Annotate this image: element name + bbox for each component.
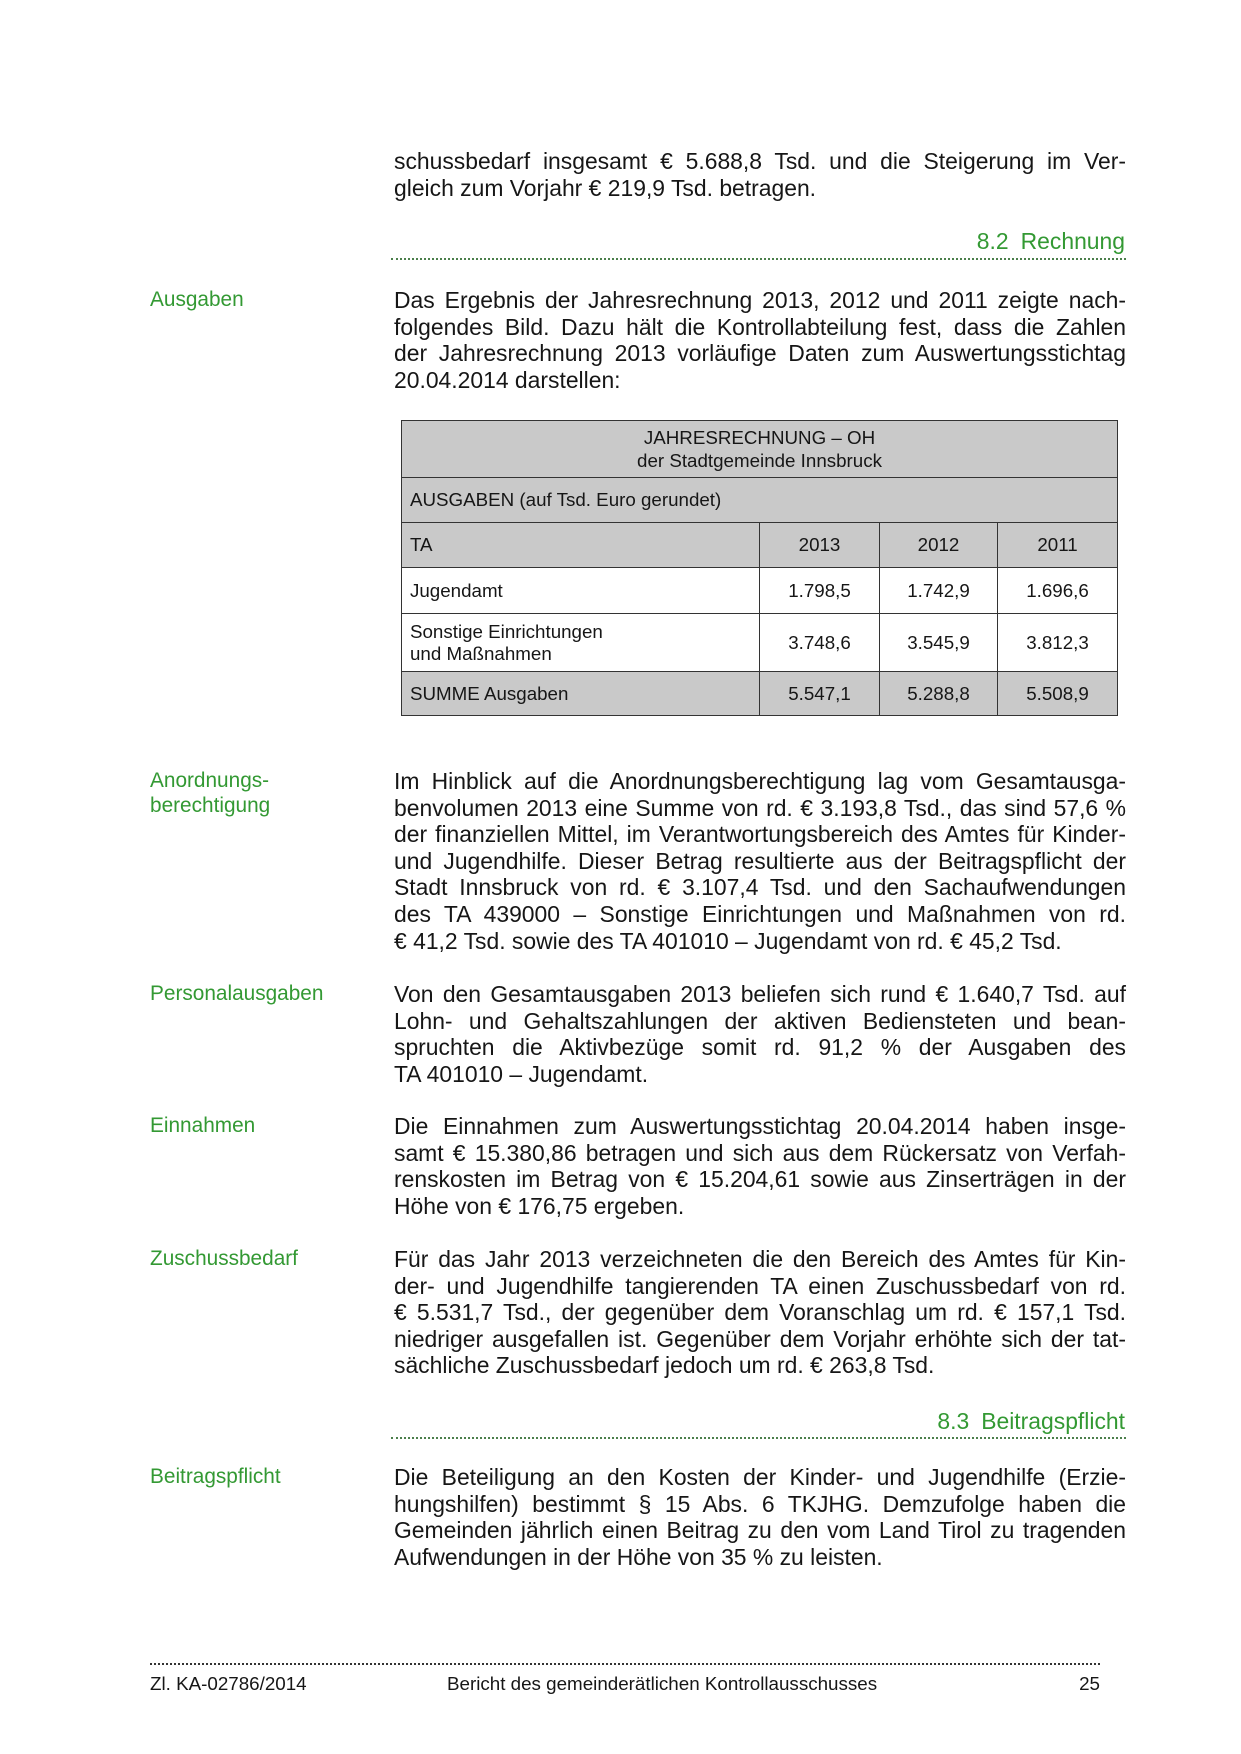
paragraph-line: € 5.531,7 Tsd., der gegenüber dem Voranschlag um rd. € 157,1 Tsd.: [394, 1299, 1126, 1326]
table-column-header: 2011: [998, 523, 1118, 568]
anordnung-paragraph: [394, 768, 1126, 954]
paragraph-line: der- und Jugendhilfe tangierenden TA einen Zuschussbedarf von rd.: [394, 1272, 1126, 1299]
paragraph-line: Höhe von € 176,75 ergeben.: [394, 1192, 685, 1219]
paragraph-line: Lohn- und Gehaltszahlungen der aktiven Bediensteten und bean-: [394, 1007, 1126, 1034]
paragraph-line: der finanziellen Mittel, im Verantwortungsbereich des Amtes für Kinder-: [394, 821, 1126, 848]
table-column-header: 2012: [880, 523, 998, 568]
paragraph-line: niedriger ausgefallen ist. Gegenüber dem Vorjahr erhöhte sich der tat-: [394, 1325, 1126, 1352]
table-cell-value: 3.545,9: [880, 614, 998, 672]
paragraph-line: gleich zum Vorjahr € 219,9 Tsd. betragen.: [394, 174, 817, 201]
personal-paragraph: [394, 981, 1126, 1087]
paragraph-line: Stadt Innsbruck von rd. € 3.107,4 Tsd. und den Sachaufwendungen: [394, 874, 1126, 901]
footer-divider: [150, 1663, 1100, 1665]
table-cell-value: 5.288,8: [880, 672, 998, 716]
zuschuss-paragraph: [394, 1246, 1126, 1379]
margin-label-anordnungsberechtigung: [150, 769, 270, 819]
table-unit-row: [402, 478, 1118, 523]
table-row: [402, 568, 1118, 614]
page-number: 25: [1079, 1673, 1100, 1694]
paragraph-line: Aufwendungen in der Höhe von 35 % zu leisten.: [394, 1543, 883, 1570]
margin-label-line: berechtigung: [150, 793, 271, 817]
paragraph-line: der Jahresrechnung 2013 vorläufige Daten zum Auswertungsstichtag: [394, 340, 1126, 367]
margin-label-einnahmen: Einnahmen: [150, 1114, 256, 1137]
expenditure-table: [401, 420, 1118, 716]
paragraph-line: 20.04.2014 darstellen:: [394, 366, 621, 393]
table-title-municipality: der Stadtgemeinde Innsbruck: [637, 450, 882, 471]
paragraph-line: des TA 439000 – Sonstige Einrichtungen und Maßnahmen von rd.: [394, 900, 1126, 927]
paragraph-line: Gemeinden jährlich einen Beitrag zu den vom Land Tirol zu tragenden: [394, 1517, 1126, 1544]
table-cell-value: 1.742,9: [880, 568, 998, 614]
ausgaben-paragraph: [394, 287, 1126, 393]
table-row: [402, 614, 1118, 672]
table-cell-value: 5.547,1: [760, 672, 880, 716]
einnahmen-paragraph: [394, 1113, 1126, 1219]
beitrag-paragraph: [394, 1464, 1126, 1570]
table-unit-cell: AUSGABEN (auf Tsd. Euro gerundet): [402, 478, 1118, 523]
footer-title: Bericht des gemeinderätlichen Kontrollausschusses: [447, 1673, 878, 1694]
paragraph-line: Das Ergebnis der Jahresrechnung 2013, 2012 und 2011 zeigte nach-: [394, 287, 1126, 313]
footer-reference: Zl. KA-02786/2014: [150, 1673, 307, 1694]
paragraph-line: Im Hinblick auf die Anordnungsberechtigung lag vom Gesamtausga-: [394, 768, 1126, 794]
section-heading-beitragspflicht: [937, 1408, 1125, 1435]
table-title-row: [402, 421, 1118, 478]
table-cell-value: 3.748,6: [760, 614, 880, 672]
paragraph-line: und Jugendhilfe. Dieser Betrag resultierte aus der Beitragspflicht der: [394, 847, 1126, 874]
table-cell-value: 1.696,6: [998, 568, 1118, 614]
paragraph-line: Die Einnahmen zum Auswertungsstichtag 20.04.2014 haben insge-: [394, 1113, 1126, 1139]
paragraph-line: Für das Jahr 2013 verzeichneten die den Bereich des Amtes für Kin-: [394, 1246, 1126, 1272]
section-number: 8.3: [937, 1408, 970, 1434]
margin-label-personalausgaben: Personalausgaben: [150, 982, 324, 1005]
paragraph-line: folgendes Bild. Dazu hält die Kontrollabteilung fest, dass die Zahlen: [394, 313, 1126, 340]
table-column-header: 2013: [760, 523, 880, 568]
paragraph-line: TA 401010 – Jugendamt.: [394, 1060, 649, 1087]
table-cell-value: 5.508,9: [998, 672, 1118, 716]
margin-label-beitragspflicht: Beitragspflicht: [150, 1465, 281, 1488]
table-title-cell: [402, 421, 1118, 478]
margin-label-ausgaben: Ausgaben: [150, 288, 244, 311]
table-column-header: TA: [402, 523, 760, 568]
table-sum-row: [402, 672, 1118, 716]
section-heading-rechnung: [977, 228, 1125, 255]
section-title: Rechnung: [1020, 228, 1125, 254]
section-divider: [391, 258, 1126, 260]
table-row-label: SUMME Ausgaben: [402, 672, 760, 716]
paragraph-line: € 41,2 Tsd. sowie des TA 401010 – Jugendamt von rd. € 45,2 Tsd.: [394, 927, 1062, 954]
section-number: 8.2: [976, 228, 1009, 254]
section-title: Beitragspflicht: [981, 1408, 1125, 1434]
margin-label-line: Anordnungs-: [150, 769, 270, 792]
paragraph-line: renskosten im Betrag von € 15.204,61 sowie aus Zinserträgen in der: [394, 1166, 1126, 1193]
table-row-label: [402, 614, 760, 672]
paragraph-line: sächliche Zuschussbedarf jedoch um rd. € 263,8 Tsd.: [394, 1352, 935, 1379]
table-row-label-line: und Maßnahmen: [410, 642, 552, 664]
table-cell-value: 3.812,3: [998, 614, 1118, 672]
margin-label-zuschussbedarf: Zuschussbedarf: [150, 1247, 298, 1270]
paragraph-line: Von den Gesamtausgaben 2013 beliefen sich rund € 1.640,7 Tsd. auf: [394, 981, 1126, 1007]
section-divider: [391, 1437, 1126, 1439]
table-title: JAHRESRECHNUNG – OH: [643, 427, 876, 448]
table-row-label-line: Sonstige Einrichtungen: [410, 620, 603, 642]
intro-paragraph: [394, 148, 1126, 201]
paragraph-line: benvolumen 2013 eine Summe von rd. € 3.193,8 Tsd., das sind 57,6 %: [394, 794, 1126, 821]
paragraph-line: samt € 15.380,86 betragen und sich aus dem Rückersatz von Verfah-: [394, 1139, 1126, 1166]
paragraph-line: Die Beteiligung an den Kosten der Kinder- und Jugendhilfe (Erzie-: [394, 1464, 1126, 1490]
table-cell-value: 1.798,5: [760, 568, 880, 614]
paragraph-line: schussbedarf insgesamt € 5.688,8 Tsd. und die Steigerung im Ver-: [394, 148, 1126, 174]
table-row-label: Jugendamt: [402, 568, 760, 614]
paragraph-line: spruchten die Aktivbezüge somit rd. 91,2 % der Ausgaben des: [394, 1034, 1126, 1061]
paragraph-line: hungshilfen) bestimmt § 15 Abs. 6 TKJHG. Demzufolge haben die: [394, 1490, 1126, 1517]
table-header-row: [402, 523, 1118, 568]
